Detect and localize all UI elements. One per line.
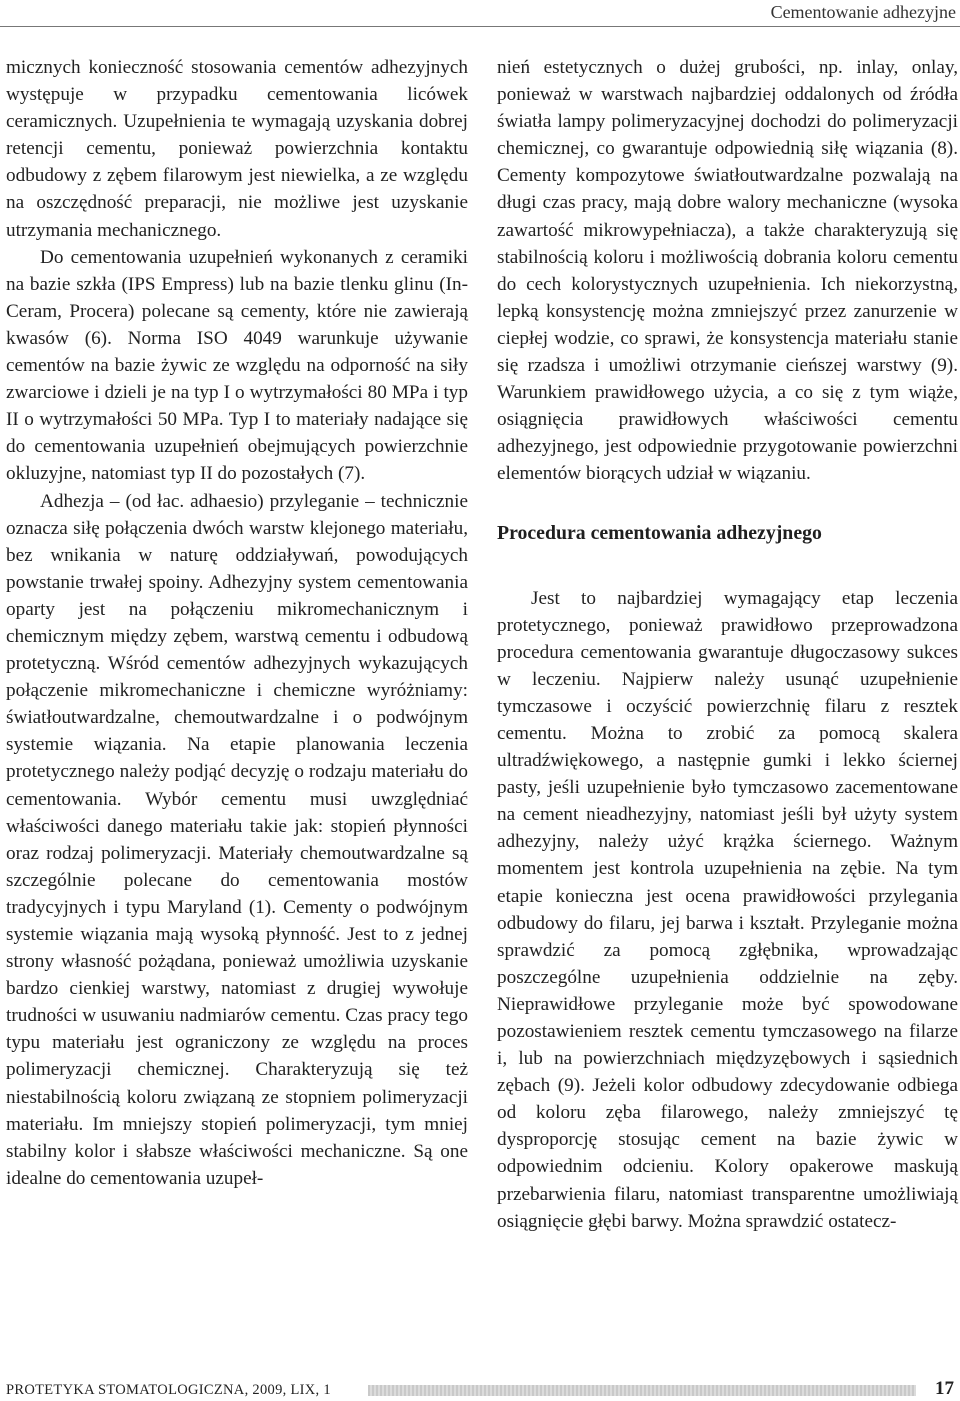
running-header [0,0,960,27]
journal-citation: PROTETYKA STOMATOLOGICZNA, 2009, LIX, 1 [6,1382,331,1398]
paragraph-adhesion: Adhezja – (od łac. adhaesio) przyleganie – technicznie oznacza siłę połączenia dwóch warstw klejonego materiału, bez wnikania w naturę oddziaływań, powodujących powstanie trwałej spoiny. Adhezyjny system cementowania oparty jest na połączeniu mikromechanicznym i chemicznym między zębem, warstwą cementu i odbudową protetyczną. Wśród cementów adhezyjnych wykazujących połączenie mikromechaniczne i chemiczne wyróżniamy: światłoutwardzalne, chemoutwardzalne i o podwójnym systemie wiązania. Na etapie planowania leczenia protetycznego należy podjąć decyzję o rodzaju materiału do cementowania. Wybór cementu musi uwzględniać właściwości danego materiału takie jak: stopień płynności oraz rodzaj polimeryzacji. Materiały chemoutwardzalne są szczególnie polecane do cementowania mostów tradycyjnych i typu Maryland (1). Cementy o podwójnym systemie wiązania mają wysoką płynność. Jest to z jednej strony własność pożądana, ponieważ umożliwia uzyskanie bardzo cienkiej warstwy, natomiast z drugiej wywołuje trudności w usuwaniu nadmiarów cementu. Czas pracy tego typu materiału jest ograniczony ze względu na proces polimeryzacji chemicznej. Charakteryzują się też niestabilnością koloru związaną ze stopniem polimeryzacji materiału. Im mniejszy stopień polimeryzacji, tym mniej stabilny kolor i słabsze właściwości mechaniczne. Są one idealne do cementowania uzupeł- [6,490,468,1189]
paragraph-procedure: Jest to najbardziej wymagający etap leczenia protetycznego, ponieważ prawidłowo przeprowadzona procedura cementowania gwarantuje długoczasowy sukces w leczeniu. Najpierw należy usunąć uzupełnienie tymczasowe i oczyścić powierzchnię filaru z resztek cementu. Można to zrobić za pomocą skalera ultradźwiękowego, a następnie gumki i lekko ściernej pasty, jeśli uzupełnienie było tymczasowo zacementowane na cement nieadhezyjny, natomiast jeśli był użyty system adhezyjny, należy użyć krążka ściernego. Ważnym momentem jest kontrola uzupełnienia na zębie. Na tym etapie konieczna jest ocena prawidłowości przylegania odbudowy do filaru, jej barwa i kształt. Przyleganie można sprawdzić za pomocą zgłębnika, wprowadzając poszczególne uzupełnienia oddzielnie na zęby. Nieprawidłowe przyleganie może być spowodowane pozostawieniem resztek cementu tymczasowego na filarze i, lub na powierzchniach międzyzębowych i sąsiednich zębach (9). Jeżeli kolor odbudowy zdecydowanie odbiega od koloru zęba filarowego, należy zmniejszyć tę dysproporcję stosując cement na bazie żywic w odpowiednim odcieniu. Kolory opakerowe maskują przebarwienia filaru, natomiast transparentne umożliwiają osiągnięcie głębi barwy. Można sprawdzić ostatecz- [497,587,958,1232]
paragraph-cement-types: Do cementowania uzupełnień wykonanych z ceramiki na bazie szkła (IPS Empress) lub na bazie tlenku glinu (In-Ceram, Procera) polecane są cementy, które nie zawierają kwasów (6). Norma ISO 4049 warunkuje używanie cementów na bazie żywic ze względu na odporność na siły zwarciowe i dzieli je na typ I o wytrzymałości 80 MPa i typ II o wytrzymałości 50 MPa. Typ I to materiały nadające się do cementowania uzupełnień obejmujących powierzchnie okluzyjne, natomiast typ II do pozostałych (7). [6,246,468,485]
paragraph-continued: micznych konieczność stosowania cementów adhezyjnych występuje w przypadku cementowania licówek ceramicznych. Uzupełnienia te wymagają uzyskania dobrej retencji cementu, ponieważ powierzchnia kontaktu odbudowy z zębem filarowym jest niewielka, a ze względu na oszczędność preparacji, nie możliwe jest uzyskanie utrzymania mechanicznego. [6,57,468,241]
paragraph-continued-right: nień estetycznych o dużej grubości, np. inlay, onlay, ponieważ w warstwach najbardziej oddalonych od źródła światła lampy polimeryzacyjnej dochodzi do polimeryzacji chemicznej, co gwarantuje odpowiednią siłę wiązania (8). Cementy kompozytowe światłoutwardzalne pozwalają na długi czas pracy, mają dobre walory mechaniczne (wysoka zawartość mikrowypełniacza), a także charakteryzują się stabilnością koloru i możliwością dobrania koloru cementu do cech kolorystycznych uzupełnienia. Ich niekorzystną, lepką konsystencję można zmniejszyć przez zanurzenie w ciepłej wodzie, co sprawi, że konsystencja materiału stanie się rzadsza i umożliwi otrzymanie cieńszej warstwy (9). Warunkiem prawidłowego użycia, a co się z tym wiąże, osiągnięcia prawidłowych właściwości cementu adhezyjnego, jest odpowiednie przygotowanie powierzchni elementów biorących udział w wiązaniu. [497,57,958,485]
running-title: Cementowanie adhezyjne [770,2,956,22]
page-number: 17 [935,1378,954,1399]
right-column [497,54,958,1235]
section-heading: Procedura cementowania adhezyjnego [497,521,822,544]
page-footer [0,1378,960,1401]
footer-decorative-bar [368,1385,916,1396]
left-column [6,54,468,1192]
